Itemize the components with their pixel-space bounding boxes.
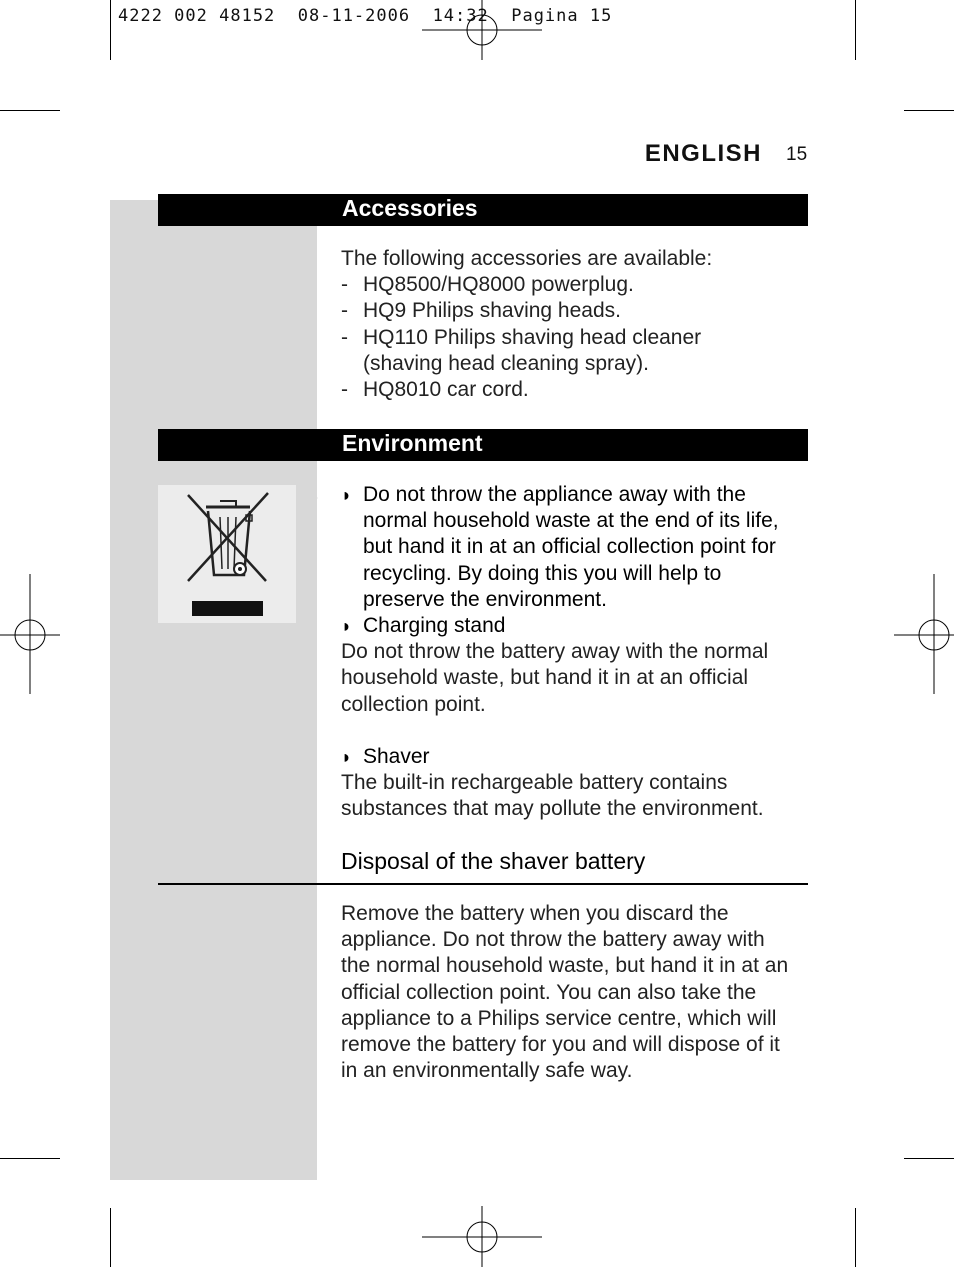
registration-mark-icon <box>420 1206 544 1267</box>
crop-mark <box>855 1208 856 1267</box>
margin-column <box>110 200 317 1180</box>
charging-stand-label: Charging stand <box>363 614 506 638</box>
weee-symbol-box <box>158 485 296 623</box>
disposal-body: Remove the battery when you discard the appliance. Do not throw the battery away with the normal household waste, but hand it in at an official collection point. You can also take the appliance to a Philips service centre, which will remove the battery for you and will dispose of it in an environmentally safe way. <box>341 902 789 1083</box>
pointer-arrow-icon <box>296 486 318 510</box>
section-bar-accessories <box>158 194 808 226</box>
list-item <box>341 744 811 770</box>
language-heading: ENGLISH <box>644 140 762 167</box>
registration-mark-icon <box>894 574 954 696</box>
section-bar-environment <box>158 429 808 461</box>
registration-mark-icon <box>420 0 544 62</box>
environment-body <box>341 482 811 822</box>
crop-mark <box>110 1208 111 1267</box>
crop-mark <box>110 0 111 60</box>
crop-mark <box>0 110 60 111</box>
registration-mark-icon <box>0 574 62 696</box>
list-item: - HQ8500/HQ8000 powerplug. <box>341 273 634 297</box>
divider <box>158 883 808 885</box>
disposal-heading: Disposal of the shaver battery <box>341 848 646 874</box>
charging-stand-text: Do not throw the battery away with the normal household waste, but hand it in at an official collection point. <box>341 640 769 716</box>
crop-mark <box>904 1158 954 1159</box>
section-title: Environment <box>342 430 483 456</box>
bullet-icon: ◗ <box>341 746 352 767</box>
list-item: - HQ110 Philips shaving head cleaner (shaving head cleaning spray). <box>341 325 702 375</box>
crop-mark <box>855 0 856 60</box>
list-item <box>341 613 811 639</box>
page-number: 15 <box>786 144 808 165</box>
section-title: Accessories <box>342 195 478 221</box>
shaver-text: The built-in rechargeable battery contains substances that may pollute the environment. <box>341 771 764 821</box>
list-item: - HQ8010 car cord. <box>341 378 529 402</box>
list-item: - HQ9 Philips shaving heads. <box>341 299 621 323</box>
bullet-icon: ◗ <box>341 616 352 637</box>
shaver-label: Shaver <box>363 744 430 768</box>
accessories-body <box>341 246 811 403</box>
bullet-icon: ◗ <box>341 485 352 505</box>
crop-mark <box>0 1158 60 1159</box>
printer-slug: 4222 002 48152 08-11-2006 14:32 Pagina 15 <box>118 6 613 26</box>
accessories-intro: The following accessories are available: <box>341 247 713 270</box>
crossed-out-wheelie-bin-icon <box>158 485 296 623</box>
list-item: ◗ Do not throw the appliance away with the normal household waste at the end of its life, but hand it in at an official collection point for recycling. By doing this you will help to preserve the environment. <box>341 483 779 611</box>
crop-mark <box>904 110 954 111</box>
